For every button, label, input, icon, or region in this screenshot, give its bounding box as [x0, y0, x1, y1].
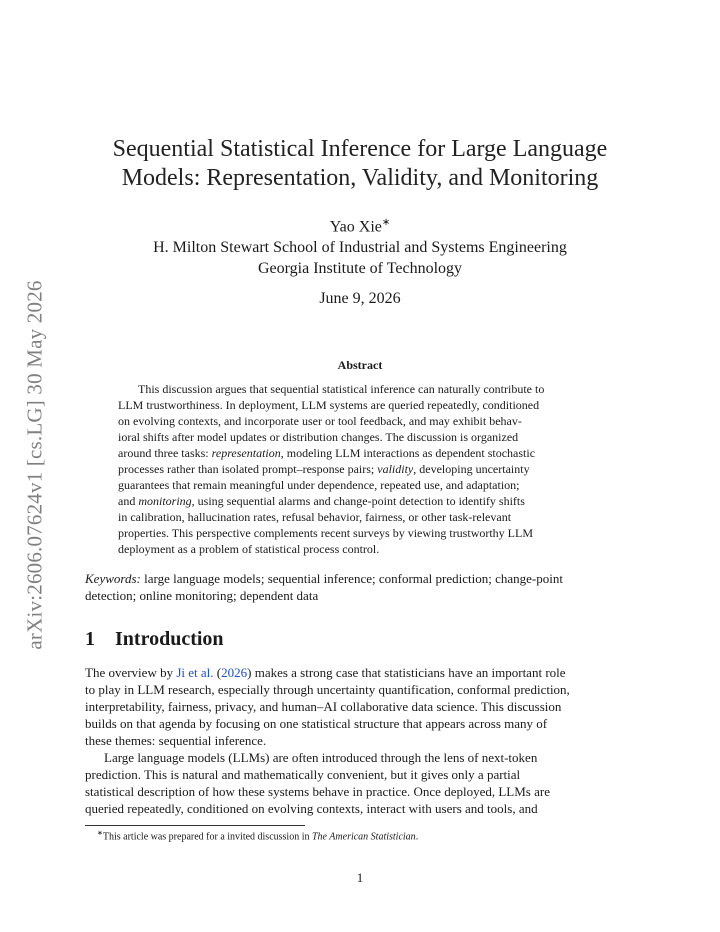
- footnote-marker: ∗: [97, 829, 103, 837]
- author-affiliation-1: H. Milton Stewart School of Industrial and Systems Engineering: [153, 239, 567, 257]
- author-affiliation-2: Georgia Institute of Technology: [257, 260, 463, 278]
- abstract-term-monitoring: monitoring: [138, 494, 192, 508]
- section-title: Introduction: [115, 628, 224, 650]
- abstract-heading: Abstract: [337, 358, 383, 372]
- abstract-text: processes rather than isolated prompt–response pairs;: [118, 462, 378, 476]
- arxiv-identifier-stamp: arXiv:2606.07624v1 [cs.LG] 30 May 2026: [22, 280, 47, 650]
- author-block: [0, 212, 720, 279]
- section-number: 1: [85, 628, 95, 650]
- paper-title: [0, 135, 720, 193]
- keywords-line-2: detection; online monitoring; dependent data: [85, 588, 319, 603]
- citation-link[interactable]: Ji et al.: [176, 665, 214, 680]
- body-text: (: [213, 665, 222, 680]
- title-line-1: Sequential Statistical Inference for Large Language: [112, 136, 608, 162]
- intro-p2-line-3: statistical description of how these systems behave in practice. Once deployed, LLMs are: [85, 784, 550, 799]
- abstract-text: around three tasks:: [118, 446, 212, 460]
- footnote: [97, 829, 418, 842]
- footnote-text: This article was prepared for a invited discussion in: [102, 831, 312, 843]
- section-heading: [85, 628, 224, 651]
- intro-p1-line-1: [85, 664, 566, 681]
- abstract-text: , modeling LLM interactions as dependent stochastic: [280, 446, 536, 460]
- keywords-text: large language models; sequential inference; conformal prediction; change-point: [140, 571, 563, 586]
- body-text: ) makes a strong case that statisticians have an important role: [247, 665, 566, 680]
- keywords-label: Keywords:: [85, 571, 141, 586]
- author-name: [0, 212, 720, 237]
- abstract-term-representation: representation: [211, 446, 281, 460]
- abstract-line-4: ioral shifts after model updates or distribution changes. The discussion is organized: [118, 430, 519, 444]
- intro-p2-line-4: queried repeatedly, conditioned on evolving contexts, interact with users and tools, and: [85, 801, 538, 816]
- abstract-term-validity: validity: [377, 462, 414, 476]
- abstract-text: and: [118, 494, 139, 508]
- intro-p1-line-5: these themes: sequential inference.: [85, 733, 267, 748]
- abstract-line-9: in calibration, hallucination rates, refusal behavior, fairness, or other task-relevant: [118, 510, 512, 524]
- abstract-line-7: guarantees that remain meaningful under dependence, repeated use, and adaptation;: [118, 478, 520, 492]
- abstract-line-2: LLM trustworthiness. In deployment, LLM systems are queried repeatedly, conditioned: [118, 398, 540, 412]
- page-number: 1: [356, 870, 364, 885]
- keywords-line-1: [85, 570, 563, 587]
- footnote-rule: [85, 825, 305, 826]
- abstract-line-11: deployment as a problem of statistical process control.: [118, 542, 380, 556]
- abstract-line-10: properties. This perspective complements recent surveys by viewing trustworthy LLM: [118, 526, 534, 540]
- abstract-line-1: This discussion argues that sequential statistical inference can naturally contribute to: [138, 382, 545, 396]
- footnote-venue: The American Statistician: [311, 831, 416, 843]
- title-line-2: Models: Representation, Validity, and Monitoring: [121, 165, 599, 191]
- author-name-text: Yao Xie: [329, 218, 382, 236]
- intro-p1-line-4: builds on that agenda by focusing on one statistical structure that appears across many of: [85, 716, 548, 731]
- paper-date: June 9, 2026: [319, 290, 401, 307]
- citation-year-link[interactable]: 2026: [221, 665, 248, 680]
- abstract-line-5: [118, 446, 535, 461]
- abstract-text: , using sequential alarms and change-point detection to identify shifts: [191, 494, 525, 508]
- abstract-line-3: on evolving contexts, and incorporate user or tool feedback, and may exhibit behav-: [118, 414, 522, 428]
- intro-p1-line-3: interpretability, fairness, privacy, and human–AI collaborative data science. This discussion: [85, 699, 562, 714]
- intro-p1-line-2: to play in LLM research, especially through uncertainty quantification, conformal prediction,: [85, 682, 570, 697]
- abstract-text: , developing uncertainty: [413, 462, 530, 476]
- author-footnote-marker[interactable]: ∗: [381, 217, 391, 228]
- footnote-period: .: [415, 831, 419, 843]
- abstract-line-8: [118, 494, 525, 509]
- intro-p2-line-1: Large language models (LLMs) are often introduced through the lens of next-token: [104, 750, 538, 765]
- intro-p2-line-2: prediction. This is natural and mathematically convenient, but it gives only a partial: [85, 767, 521, 782]
- abstract-line-6: [118, 462, 530, 477]
- body-text: The overview by: [85, 665, 177, 680]
